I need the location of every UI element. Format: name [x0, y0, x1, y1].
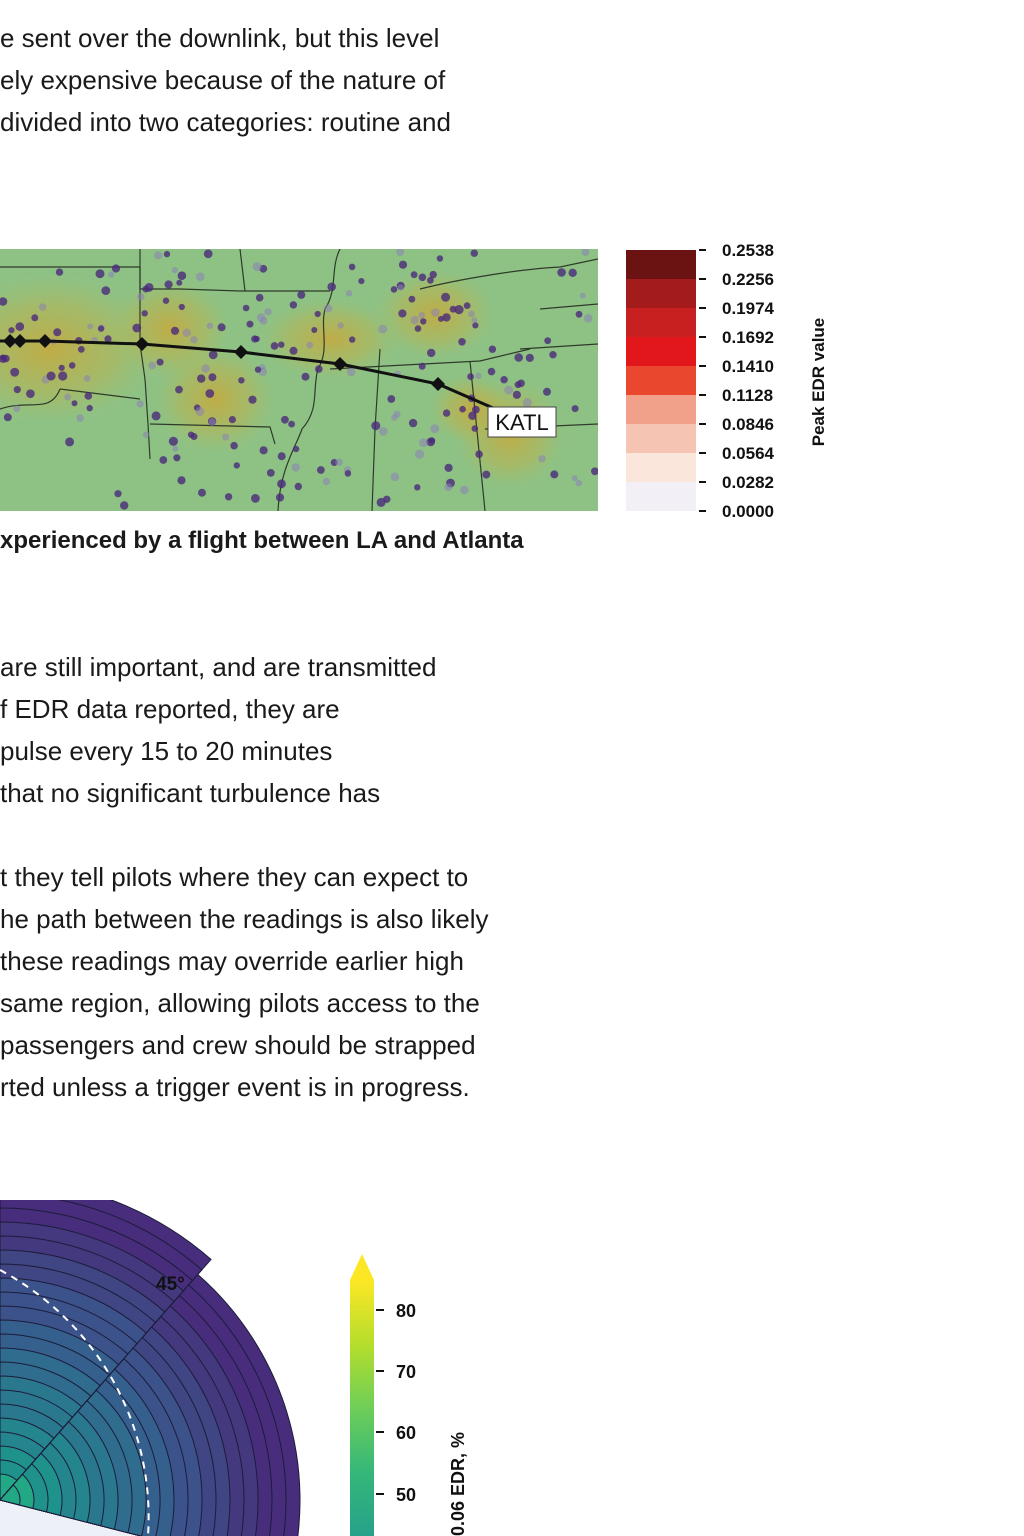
report-point [371, 421, 380, 430]
report-point [346, 290, 353, 297]
report-point [391, 473, 400, 482]
report-point [209, 418, 216, 425]
edr-legend [626, 240, 836, 520]
report-point [247, 321, 254, 328]
report-point [225, 493, 232, 500]
report-point [278, 452, 286, 460]
angle-label: 45° [156, 1274, 185, 1295]
report-point [302, 373, 310, 381]
report-point [132, 324, 141, 333]
report-point [197, 374, 205, 382]
report-point [195, 407, 204, 416]
report-point [190, 336, 197, 343]
legend-title: Peak EDR value [809, 317, 828, 447]
report-point [420, 318, 426, 324]
report-point [188, 432, 194, 438]
report-point [471, 317, 477, 323]
report-point [288, 421, 295, 428]
text-line: t they tell pilots where they can expect to [0, 862, 469, 892]
report-point [53, 328, 61, 336]
report-point [267, 469, 275, 477]
text-line: rted unless a trigger event is in progress. [0, 1072, 470, 1102]
report-point [544, 337, 551, 344]
radial-chart [0, 1200, 330, 1536]
report-point [292, 463, 300, 471]
report-point [264, 308, 271, 315]
report-point [39, 303, 47, 311]
report-point [429, 437, 436, 444]
report-point [87, 405, 93, 411]
report-point [222, 434, 229, 441]
report-point [137, 400, 144, 407]
report-point [442, 313, 450, 321]
report-point [315, 365, 323, 373]
report-point [173, 454, 180, 461]
report-point [445, 464, 453, 472]
report-point [327, 283, 336, 292]
report-point [514, 353, 523, 362]
report-point [311, 327, 317, 333]
report-point [208, 373, 216, 381]
airport-label: KATL [495, 410, 549, 435]
report-point [306, 342, 313, 349]
report-point [10, 368, 19, 377]
report-point [4, 413, 12, 421]
report-point [290, 301, 297, 308]
report-point [98, 325, 104, 331]
report-point [458, 338, 466, 346]
report-point [254, 336, 260, 342]
report-point [523, 398, 532, 407]
report-point [427, 349, 435, 357]
report-point [26, 389, 35, 398]
report-point [165, 280, 173, 288]
legend-tick-label: 0.0282 [722, 473, 774, 492]
report-point [243, 305, 250, 312]
report-point [183, 329, 191, 337]
report-point [409, 419, 417, 427]
report-point [198, 489, 206, 497]
report-point [178, 271, 187, 280]
report-point [437, 255, 443, 261]
legend-swatch [626, 308, 696, 337]
report-point [47, 372, 56, 381]
report-point [584, 314, 593, 323]
report-point [72, 400, 78, 406]
report-point [65, 437, 74, 446]
report-point [580, 293, 586, 299]
colorbar-ticks [376, 1301, 416, 1505]
report-point [557, 268, 566, 277]
report-point [431, 308, 440, 317]
report-point [142, 310, 148, 316]
report-point [101, 286, 110, 295]
report-point [277, 479, 286, 488]
text-line: passengers and crew should be strapped [0, 1030, 476, 1060]
report-point [271, 342, 279, 350]
report-point [58, 371, 67, 380]
report-point [550, 470, 558, 478]
text-line: e sent over the downlink, but this level [0, 23, 440, 53]
report-point [248, 396, 256, 404]
legend-tick-label: 0.2256 [722, 270, 774, 289]
report-point [56, 268, 63, 275]
report-point [345, 470, 352, 477]
report-point [120, 501, 128, 509]
report-point [467, 373, 474, 380]
report-point [137, 293, 144, 300]
report-point [290, 347, 298, 355]
text-line: same region, allowing pilots access to the [0, 988, 480, 1018]
report-point [196, 272, 205, 281]
report-point [399, 261, 407, 269]
report-point [204, 249, 213, 258]
colorbar-tick-label: 70 [396, 1362, 417, 1382]
report-point [96, 269, 105, 278]
text-line: are still important, and are transmitted [0, 652, 437, 682]
radial-rings [0, 1200, 300, 1536]
report-point [142, 286, 149, 293]
report-point [464, 302, 471, 309]
report-point [572, 405, 579, 412]
report-point [460, 486, 469, 495]
report-point [418, 312, 425, 319]
text-line: f EDR data reported, they are [0, 694, 340, 724]
text-line: divided into two categories: routine and [0, 107, 451, 137]
report-point [59, 365, 65, 371]
report-point [391, 286, 398, 293]
report-point [229, 416, 236, 423]
report-point [171, 327, 179, 335]
legend-swatches [626, 250, 696, 511]
report-point [459, 406, 466, 413]
colorbar-tick-label: 60 [396, 1423, 417, 1443]
report-point [87, 323, 93, 329]
legend-tick-label: 0.1410 [722, 357, 774, 376]
legend-tick-label: 0.1692 [722, 328, 774, 347]
report-point [76, 414, 84, 422]
legend-swatch [626, 250, 696, 279]
report-point [251, 494, 260, 503]
report-point [409, 296, 416, 303]
report-point [538, 455, 545, 462]
report-point [64, 394, 71, 401]
report-point [175, 386, 183, 394]
paragraph-1 [0, 17, 451, 143]
report-point [112, 264, 120, 272]
legend-tick-label: 0.1128 [722, 386, 774, 405]
legend-tick-label: 0.1974 [722, 299, 774, 318]
report-point [297, 291, 305, 299]
report-point [205, 389, 214, 398]
report-point [31, 314, 38, 321]
report-point [152, 411, 161, 420]
report-point [504, 386, 513, 395]
percent-colorbar [330, 1240, 480, 1536]
report-point [419, 274, 427, 282]
report-point [335, 458, 343, 466]
report-point [143, 432, 149, 438]
report-point [444, 483, 452, 491]
text-line: ely expensive because of the nature of [0, 65, 446, 95]
report-point [398, 285, 404, 291]
paragraph-3 [0, 856, 489, 1108]
colorbar-gradient [350, 1280, 374, 1536]
report-point [488, 368, 496, 376]
report-point [398, 309, 406, 317]
report-point [549, 351, 556, 358]
report-point [201, 364, 209, 372]
report-point [324, 304, 332, 312]
report-point [257, 313, 266, 322]
report-point [468, 311, 475, 318]
report-point [515, 381, 522, 388]
report-point [238, 377, 244, 383]
report-point [13, 405, 20, 412]
report-point [176, 280, 182, 286]
report-point [15, 322, 24, 331]
report-point [209, 350, 218, 359]
text-line: he path between the readings is also likely [0, 904, 489, 934]
report-point [8, 327, 14, 333]
report-point [358, 278, 364, 284]
report-point [441, 293, 450, 302]
report-point [349, 336, 355, 342]
report-point [114, 490, 121, 497]
report-point [419, 363, 426, 370]
report-point [84, 375, 91, 382]
figure-caption: xperienced by a flight between LA and Atlanta [0, 527, 524, 554]
report-point [281, 416, 289, 424]
report-point [148, 362, 156, 370]
colorbar-tick-label: 80 [396, 1301, 417, 1321]
report-point [543, 388, 551, 396]
report-point [14, 386, 21, 393]
report-point [315, 311, 321, 317]
report-point [415, 325, 422, 332]
report-point [157, 359, 164, 366]
report-point [415, 450, 424, 459]
report-point [443, 409, 450, 416]
report-point [276, 493, 284, 501]
report-point [569, 269, 577, 277]
legend-swatch [626, 337, 696, 366]
report-point [234, 462, 240, 468]
report-point [108, 271, 114, 277]
report-point [163, 298, 169, 304]
legend-tick-label: 0.0846 [722, 415, 774, 434]
report-point [427, 277, 434, 284]
report-point [411, 271, 418, 278]
report-point [278, 342, 284, 348]
report-point [472, 425, 479, 432]
report-point [230, 442, 238, 450]
legend-tick-label: 0.0564 [722, 444, 774, 463]
report-point [172, 267, 178, 273]
legend-swatch [626, 279, 696, 308]
legend-ticks [699, 241, 775, 520]
colorbar-title: 0.06 EDR, % [448, 1431, 468, 1536]
report-point [347, 368, 356, 377]
report-point [378, 325, 387, 334]
colorbar-arrow [350, 1254, 374, 1280]
text-line: that no significant turbulence has [0, 778, 381, 808]
report-point [471, 250, 478, 257]
report-point [513, 391, 521, 399]
report-point [255, 366, 261, 372]
report-point [414, 484, 420, 490]
report-point [256, 294, 264, 302]
colorbar-tick-label: 50 [396, 1485, 417, 1505]
legend-swatch [626, 366, 696, 395]
text-line: pulse every 15 to 20 minutes [0, 736, 333, 766]
report-point [323, 478, 330, 485]
legend-swatch [626, 482, 696, 511]
report-point [172, 446, 178, 452]
text-line: these readings may override earlier high [0, 946, 464, 976]
report-point [337, 322, 343, 328]
legend-swatch [626, 395, 696, 424]
legend-swatch [626, 424, 696, 453]
report-point [576, 480, 583, 487]
report-point [500, 376, 507, 383]
report-point [159, 456, 167, 464]
report-point [154, 251, 162, 259]
report-point [85, 392, 93, 400]
report-point [78, 346, 85, 353]
report-point [69, 362, 76, 369]
turbulence-map [0, 249, 598, 511]
report-point [419, 438, 428, 447]
report-point [387, 395, 395, 403]
report-point [317, 466, 325, 474]
report-point [260, 446, 268, 454]
report-point [218, 323, 226, 331]
legend-tick-label: 0.0000 [722, 502, 774, 520]
report-point [430, 424, 439, 433]
report-point [526, 354, 534, 362]
legend-tick-label: 0.2538 [722, 241, 774, 260]
report-point [572, 475, 578, 481]
report-point [253, 262, 262, 271]
report-point [379, 427, 388, 436]
paragraph-2 [0, 646, 436, 814]
report-point [377, 498, 386, 507]
report-point [576, 311, 583, 318]
report-point [411, 316, 419, 324]
report-point [179, 304, 185, 310]
report-point [293, 446, 299, 452]
report-point [393, 411, 400, 418]
report-point [482, 471, 490, 479]
report-point [349, 264, 356, 271]
report-point [295, 483, 302, 490]
report-point [164, 251, 170, 257]
report-point [475, 450, 483, 458]
report-point [450, 306, 457, 313]
report-point [489, 346, 496, 353]
report-point [472, 406, 480, 414]
report-point [472, 322, 478, 328]
legend-swatch [626, 453, 696, 482]
report-point [207, 323, 213, 329]
report-point [169, 437, 178, 446]
report-point [177, 476, 185, 484]
report-point [475, 373, 481, 379]
